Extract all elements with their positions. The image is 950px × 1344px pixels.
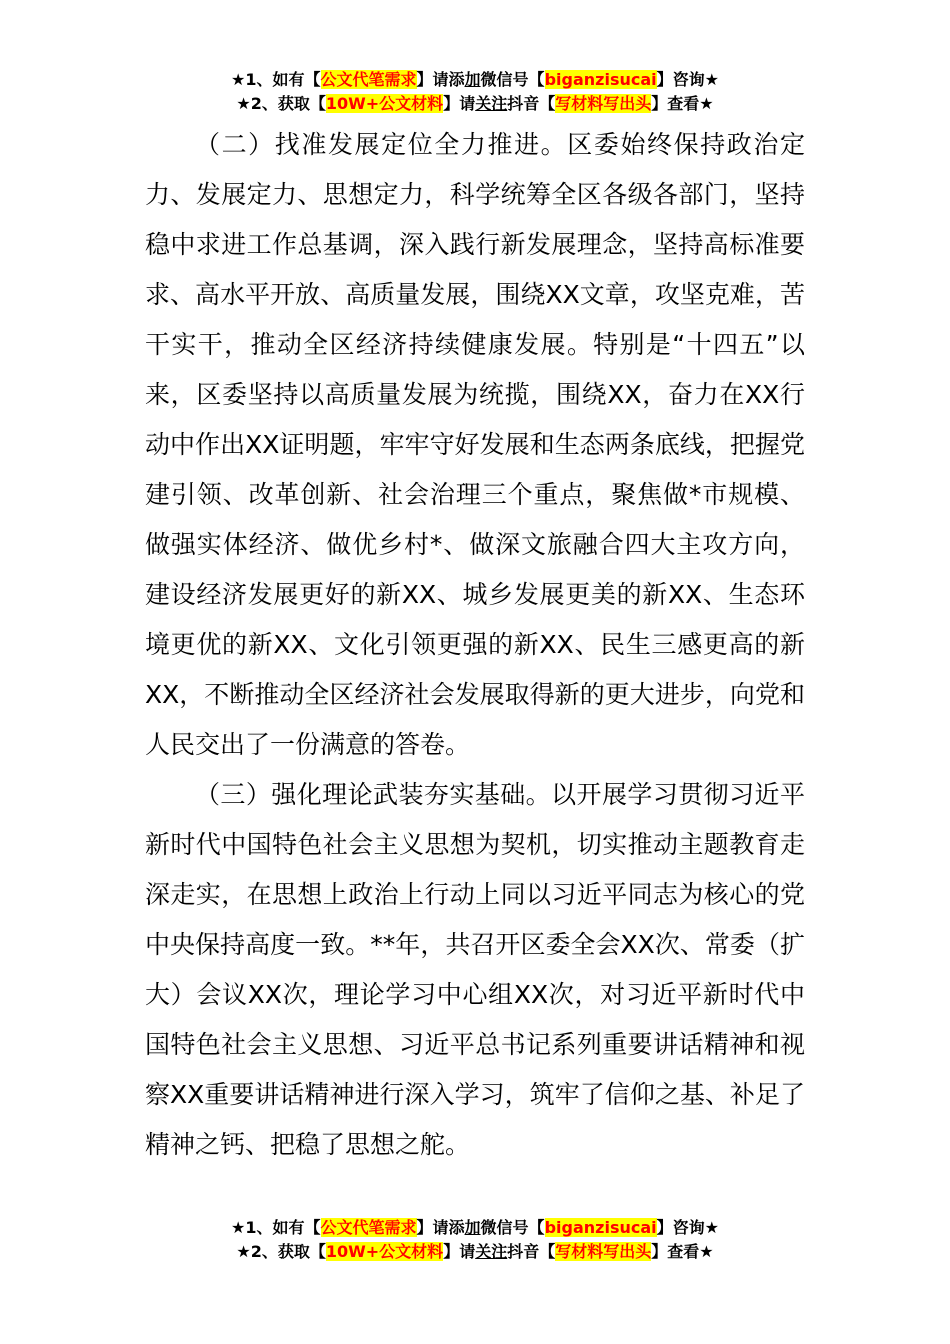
- banner-text: 】请添: [416, 70, 465, 89]
- paragraph-section-2: （二）找准发展定位全力推进。区委始终保持政治定力、发展定力、思想定力，科学统筹全区各级各部门，坚持稳中求进工作总基调，深入践行新发展理念，坚持高标准要求、高水平开放、高质量发展，围绕XX文章，攻坚克难，苦干实干，推动全区经济持续健康发展。特别是“十四五”以来，区委坚持以高质量发展为统揽，围绕XX，奋力在XX行动中作出XX证明题，牢牢守好发展和生态两条底线，把握党建引领、改革创新、社会治理三个重点，聚焦做*市规模、做强实体经济、做优乡村*、做深文旅融合四大主攻方向，建设经济发展更好的新XX、城乡发展更美的新XX、生态环境更优的新XX、文化引领更强的新XX、民生三感更高的新XX，不断推动全区经济社会发展取得新的更大进步，向党和人民交出了一份满意的答卷。: [145, 130, 805, 759]
- banner-text: 关注: [475, 1242, 508, 1261]
- banner-highlight: biganzisucai: [544, 1218, 657, 1237]
- banner-highlight: 写材料写出头: [555, 1242, 652, 1261]
- banner-highlight: 公文代笔需求: [320, 70, 417, 89]
- paragraph-section-3: （三）强化理论武装夯实基础。以开展学习贯彻习近平新时代中国特色社会主义思想为契机，切实推动主题教育走深走实，在思想上政治上行动上同以习近平同志为核心的党中央保持高度一致。**年，共召开区委全会XX次、常委（扩大）会议XX次，理论学习中心组XX次，对习近平新时代中国特色社会主义思想、习近平总书记系列重要讲话精神和视察XX重要讲话精神进行深入学习，筑牢了信仰之基、补足了精神之钙、把稳了思想之舵。: [145, 780, 805, 1159]
- banner-text: 】查看★: [651, 1242, 714, 1261]
- banner-text: 加: [464, 1218, 481, 1237]
- banner-line-2: [0, 1240, 950, 1264]
- banner-text: 抖音【: [507, 1242, 556, 1261]
- document-body: [145, 120, 805, 1170]
- banner-text: 】咨询★: [656, 1218, 719, 1237]
- banner-text: 】查看★: [651, 94, 714, 113]
- banner-text: 关注: [475, 94, 508, 113]
- banner-text: ★2、获取【: [236, 1242, 326, 1261]
- banner-line-1: [0, 1216, 950, 1240]
- banner-highlight: 10W+公文材料: [325, 94, 444, 113]
- banner-text: 微信号【: [480, 1218, 545, 1237]
- banner-line-2: [0, 92, 950, 116]
- banner-highlight: biganzisucai: [544, 70, 657, 89]
- banner-text: 】请: [443, 1242, 476, 1261]
- banner-text: 】请添: [416, 1218, 465, 1237]
- banner-text: ★1、如有【: [231, 1218, 321, 1237]
- banner-text: ★2、获取【: [236, 94, 326, 113]
- banner-text: 】咨询★: [656, 70, 719, 89]
- banner-text: 微信号【: [480, 70, 545, 89]
- header-banner: [0, 68, 950, 116]
- banner-highlight: 10W+公文材料: [325, 1242, 444, 1261]
- banner-highlight: 写材料写出头: [555, 94, 652, 113]
- banner-text: 】请: [443, 94, 476, 113]
- banner-text: ★1、如有【: [231, 70, 321, 89]
- banner-highlight: 公文代笔需求: [320, 1218, 417, 1237]
- footer-banner: [0, 1216, 950, 1264]
- banner-text: 抖音【: [507, 94, 556, 113]
- banner-line-1: [0, 68, 950, 92]
- banner-text: 加: [464, 70, 481, 89]
